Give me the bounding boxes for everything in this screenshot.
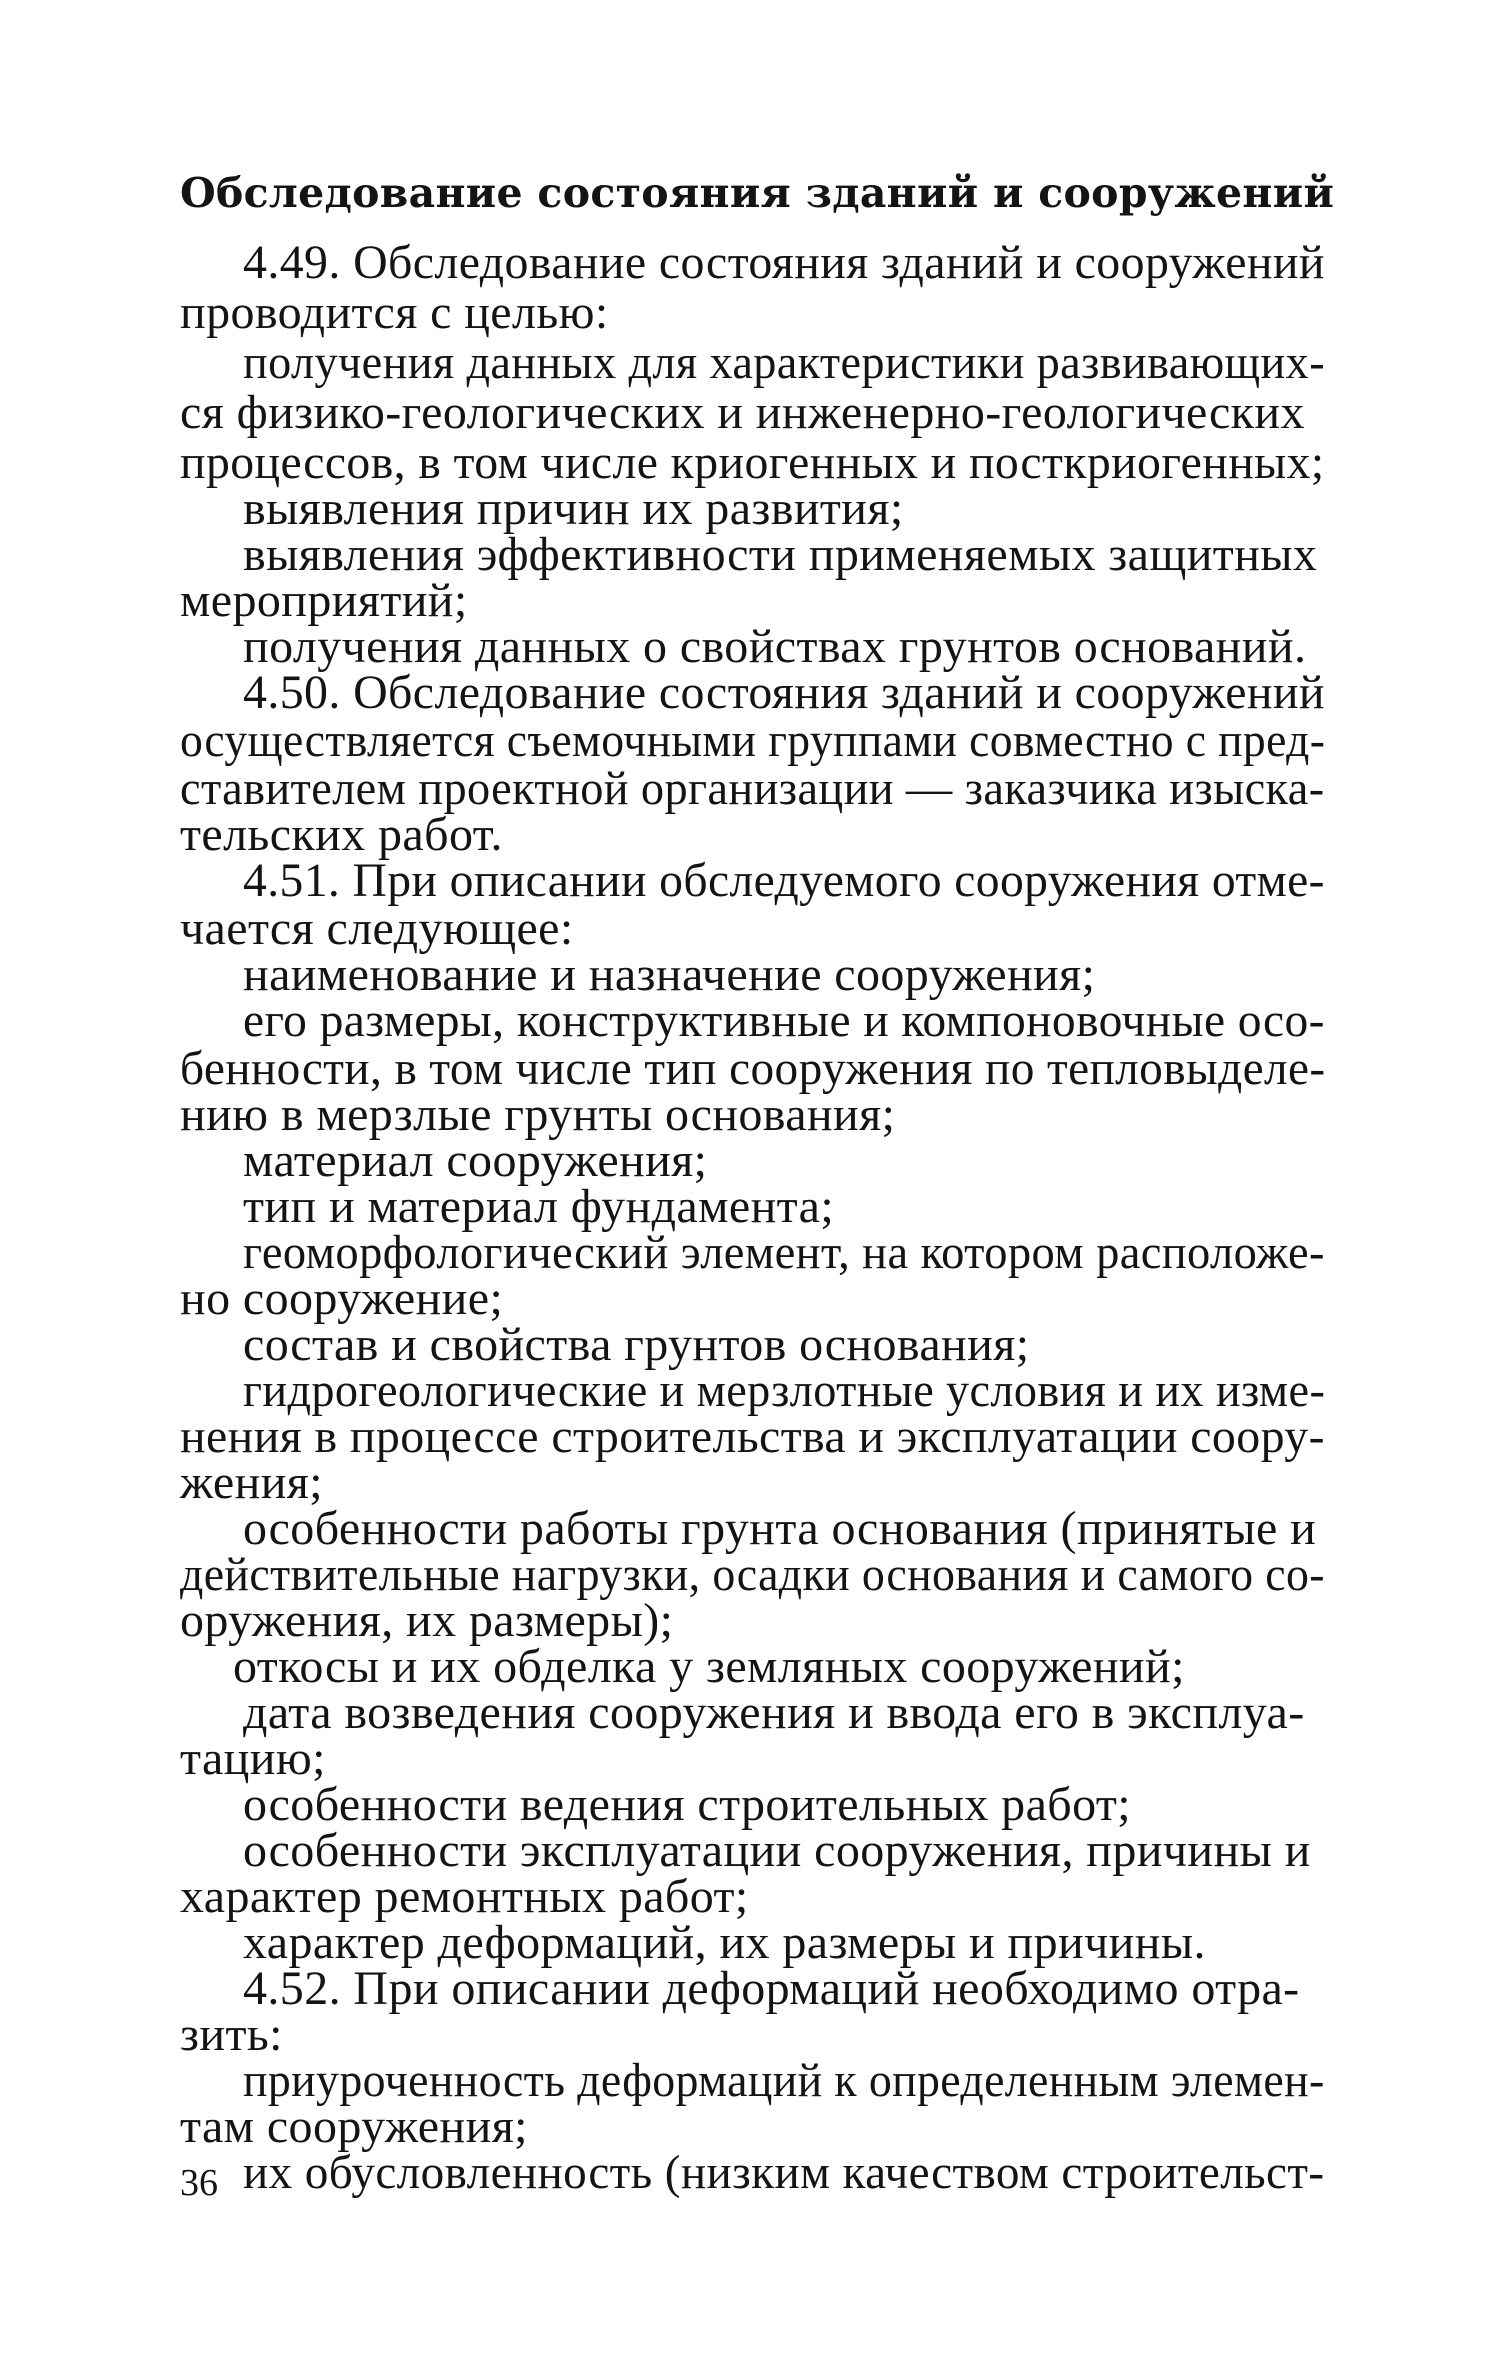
- text-line: зить:: [180, 2008, 283, 2061]
- text-line: ся физико-геологических и инженерно-геологических: [180, 386, 1305, 439]
- text-line: характер деформаций, их размеры и причины.: [243, 1916, 1206, 1969]
- text-line: тацию;: [180, 1732, 326, 1785]
- text-line: дата возведения сооружения и ввода его в эксплуа-: [243, 1686, 1305, 1739]
- text-line: получения данных для характеристики развивающих-: [243, 336, 1325, 389]
- text-line: выявления причин их развития;: [243, 482, 904, 535]
- text-line: приуроченность деформаций к определенным элемен-: [243, 2054, 1325, 2107]
- text-line: оружения, их размеры);: [180, 1594, 674, 1647]
- page-number: 36: [180, 2162, 218, 2204]
- text-line: особенности эксплуатации сооружения, причины и: [243, 1824, 1311, 1877]
- text-line: особенности ведения строительных работ;: [243, 1778, 1131, 1831]
- text-line: процессов, в том числе криогенных и посткриогенных;: [180, 436, 1325, 489]
- text-line: ставителем проектной организации — заказчика изыска-: [180, 762, 1325, 815]
- text-line: 4.52. При описании деформаций необходимо отра-: [243, 1962, 1300, 2015]
- text-line: действительные нагрузки, осадки основания и самого со-: [180, 1548, 1325, 1601]
- text-line: выявления эффективности применяемых защитных: [243, 528, 1318, 581]
- text-line: особенности работы грунта основания (принятые и: [243, 1502, 1317, 1555]
- text-line: осуществляется съемочными группами совместно с пред-: [180, 714, 1326, 767]
- text-line: 4.51. При описании обследуемого сооружения отме-: [243, 854, 1325, 907]
- text-line: там сооружения;: [180, 2100, 528, 2153]
- text-line: характер ремонтных работ;: [180, 1870, 749, 1923]
- text-line: получения данных о свойствах грунтов оснований.: [243, 620, 1307, 673]
- text-line: состав и свойства грунтов основания;: [243, 1318, 1030, 1371]
- text-line: их обусловленность (низким качеством строительст-: [243, 2146, 1325, 2199]
- text-line: геоморфологический элемент, на котором расположе-: [243, 1226, 1325, 1279]
- text-line: материал сооружения;: [243, 1134, 708, 1187]
- text-line: жения;: [180, 1456, 324, 1509]
- text-line: нения в процессе строительства и эксплуатации соору-: [180, 1410, 1325, 1463]
- text-line: его размеры, конструктивные и компоновочные осо-: [243, 994, 1325, 1047]
- text-line: мероприятий;: [180, 574, 468, 627]
- text-line: гидрогеологические и мерзлотные условия и их изме-: [243, 1364, 1326, 1417]
- text-line: 4.49. Обследование состояния зданий и сооружений: [243, 236, 1325, 289]
- text-line: тельских работ.: [180, 808, 503, 861]
- text-line: тип и материал фундамента;: [243, 1180, 835, 1233]
- text-line: нию в мерзлые грунты основания;: [180, 1088, 896, 1141]
- text-line: наименование и назначение сооружения;: [243, 948, 1096, 1001]
- text-line: проводится с целью:: [180, 286, 609, 339]
- text-line: 4.50. Обследование состояния зданий и сооружений: [243, 666, 1325, 719]
- text-line: откосы и их обделка у земляных сооружений;: [233, 1640, 1185, 1693]
- section-heading: Обследование состояния зданий и сооружений: [180, 169, 1335, 217]
- text-line: но сооружение;: [180, 1272, 504, 1325]
- text-line: бенности, в том числе тип сооружения по тепловыделе-: [180, 1042, 1326, 1095]
- text-line: чается следующее:: [180, 902, 574, 955]
